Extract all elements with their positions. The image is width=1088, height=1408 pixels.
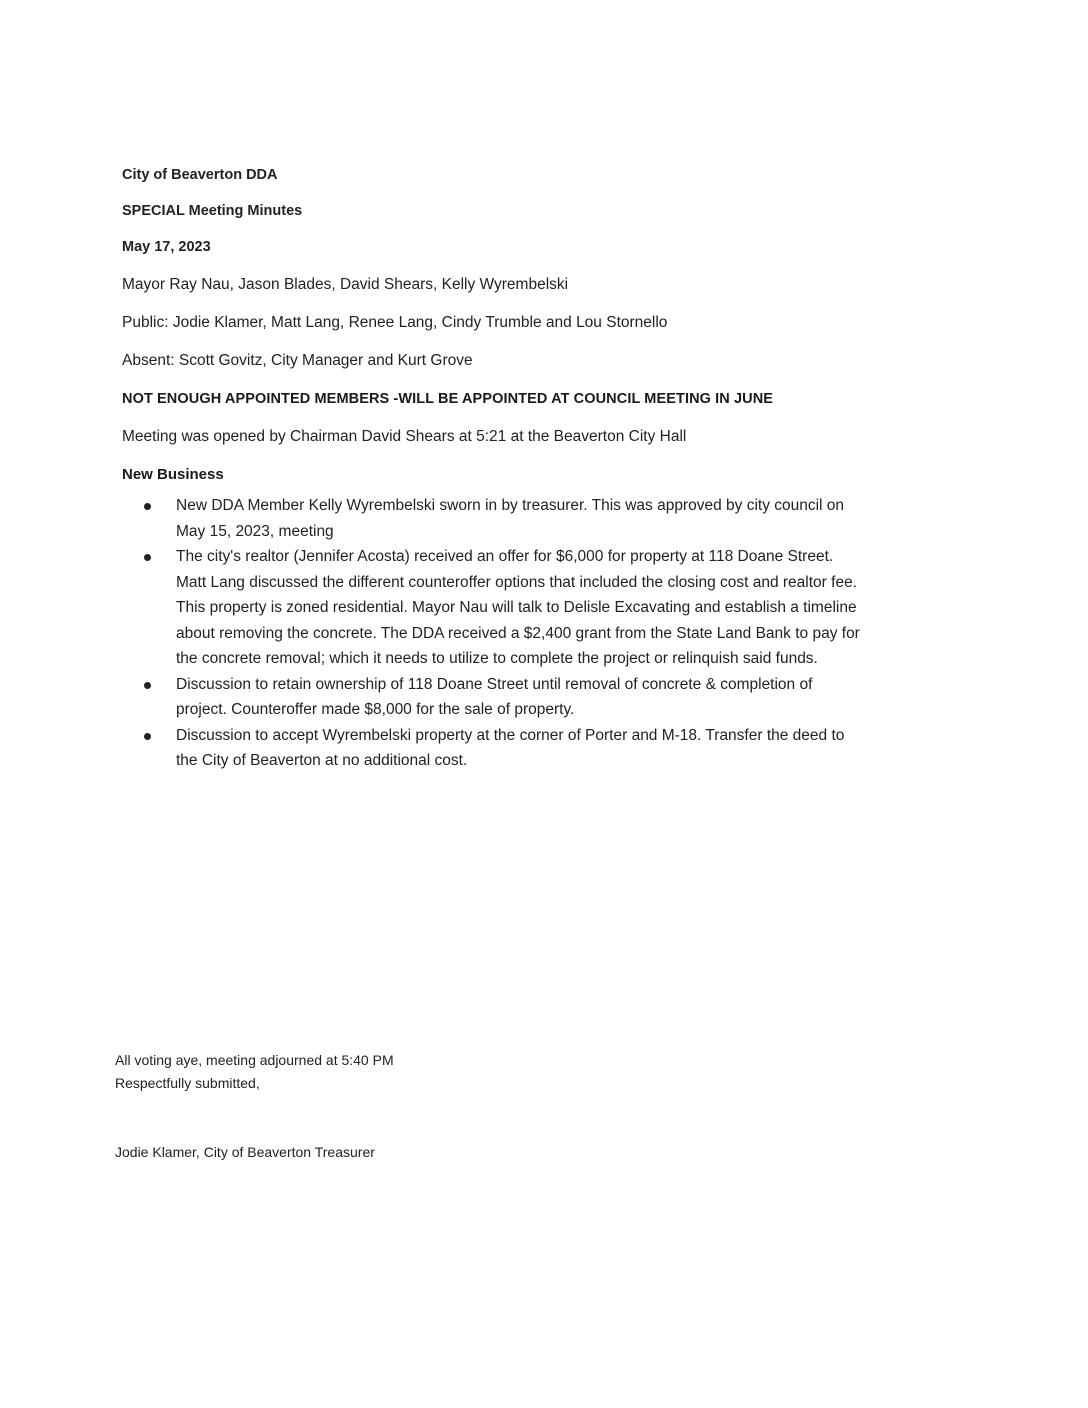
adjournment-note: All voting aye, meeting adjourned at 5:40 PM — [115, 1052, 394, 1068]
bullet-icon — [144, 503, 151, 510]
meeting-date: May 17, 2023 — [122, 239, 211, 255]
document-type: SPECIAL Meeting Minutes — [122, 203, 303, 219]
list-item — [122, 672, 862, 723]
list-item-text: The city's realtor (Jennifer Acosta) received an offer for $6,000 for property at 118 Doane Street. Matt Lang discussed the different counteroffer options that included the closing cost and realtor fee. This property is zoned residential. Mayor Nau will talk to Delisle Excavating and establish a timeline about removing the concrete. The DDA received a $2,400 grant from the State Land Bank to pay for the concrete removal; which it needs to utilize to complete the project or relinquish said funds. — [176, 548, 860, 667]
bullet-icon — [144, 554, 151, 561]
submission-note: Respectfully submitted, — [115, 1075, 260, 1091]
public-attendees: Public: Jodie Klamer, Matt Lang, Renee Lang, Cindy Trumble and Lou Stornello — [122, 314, 668, 331]
bullet-icon — [144, 682, 151, 689]
absent-members: Absent: Scott Govitz, City Manager and Kurt Grove — [122, 352, 473, 369]
list-item — [122, 723, 862, 774]
org-title: City of Beaverton DDA — [122, 167, 278, 183]
list-item-text: Discussion to accept Wyrembelski property at the corner of Porter and M-18. Transfer the deed to the City of Beaverton at no additional cost. — [176, 726, 845, 769]
list-item-text: New DDA Member Kelly Wyrembelski sworn in by treasurer. This was approved by city council on May 15, 2023, meeting — [176, 497, 845, 540]
list-item-text: Discussion to retain ownership of 118 Doane Street until removal of concrete & completion of project. Counteroffer made $8,000 for the sale of property. — [176, 675, 813, 718]
list-item — [122, 493, 862, 544]
new-business-heading: New Business — [122, 466, 224, 483]
meeting-opening: Meeting was opened by Chairman David Shears at 5:21 at the Beaverton City Hall — [122, 428, 687, 445]
signature-line: Jodie Klamer, City of Beaverton Treasurer — [115, 1144, 375, 1160]
members-present: Mayor Ray Nau, Jason Blades, David Shears, Kelly Wyrembelski — [122, 276, 569, 293]
bullet-icon — [144, 733, 151, 740]
appointment-notice: NOT ENOUGH APPOINTED MEMBERS -WILL BE APPOINTED AT COUNCIL MEETING IN JUNE — [122, 391, 774, 407]
new-business-list — [122, 493, 862, 774]
list-item — [122, 544, 862, 672]
